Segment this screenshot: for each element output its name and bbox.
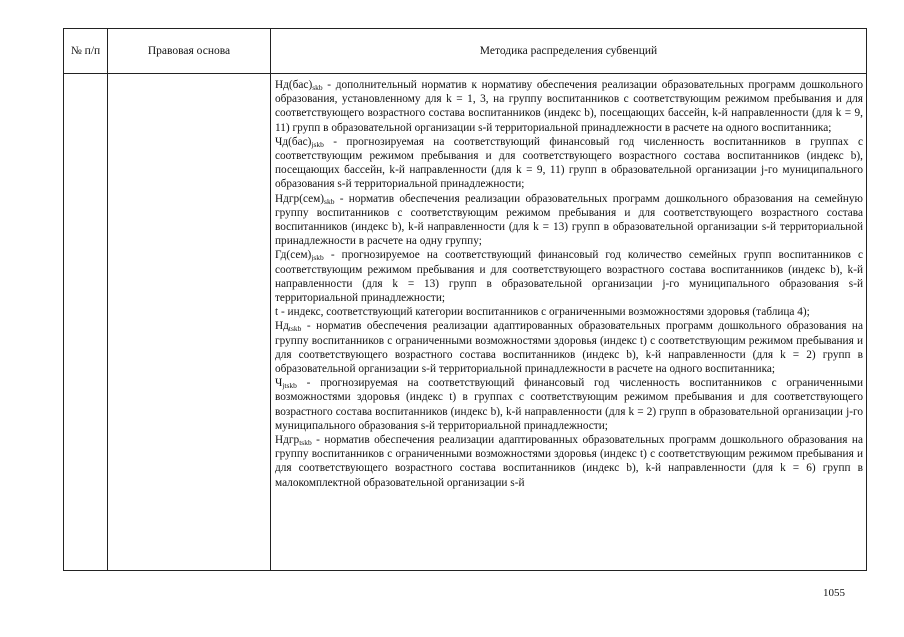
methodology-cell [271, 74, 867, 571]
definition-text: - прогнозируемое на соответствующий финансовый год количество семейных групп воспитанников с соответствующим режимом пребывания и для соответствующего возрастного состава воспитанников (индекс b), k-й направленности (для k = 13) групп в образовательной организации j-го муниципального образования s-й территориальной принадлежности; [275, 249, 863, 305]
definition-text: - норматив обеспечения реализации образовательных программ дошкольного образования на семейную группу воспитанников с соответствующим режимом пребывания и для соответствующего возрастного состава воспитанников (индекс b), k-й направленности (для k = 13) групп в образовательной организации s-й территориальной принадлежности в расчете на одну группу; [275, 192, 863, 248]
definition-text: - индекс, соответствующий категории воспитанников с ограниченными возможностями здоровья (таблица 4); [278, 306, 810, 319]
symbol: Гд(сем) [275, 249, 312, 262]
symbol: Нд(бас) [275, 79, 313, 91]
symbol-subscript: jskb [311, 139, 324, 149]
symbol: Нд [275, 320, 289, 333]
symbol: Ндгр(сем) [275, 192, 325, 205]
table-row [64, 74, 867, 571]
symbol-subscript: tskb [288, 324, 302, 334]
symbol-subscript: skb [312, 83, 323, 92]
symbol: Ндгр [275, 434, 300, 447]
definition-paragraph [275, 135, 863, 192]
definition-text: - норматив обеспечения реализации адаптированных образовательных программ дошкольного образования на группу воспитанников с ограниченными возможностями здоровья (индекс t) с соответствующим режимом пребывания и для соответствующего возрастного состава воспитанников (индекс b), k-й направленности (для k = 6) групп в малокомплектной образовательной организации s-й [275, 434, 863, 489]
symbol-subscript: jtskb [282, 381, 297, 391]
definition-paragraph [275, 78, 863, 135]
symbol-subscript: skb [324, 196, 335, 206]
definition-paragraph [275, 305, 863, 319]
header-methodology: Методика распределения субвенций [271, 29, 867, 74]
definition-text: - прогнозируемая на соответствующий финансовый год численность воспитанников в группах с соответствующим режимом пребывания и для соответствующего возрастного состава воспитанников (индекс b), посещающих бассейн, k-й направленности (для k = 9, 11) групп в образовательной организации j-го муниципального образования s-й территориальной принадлежности; [275, 135, 863, 191]
definition-text: - прогнозируемая на соответствующий финансовый год численность воспитанников с ограниченными возможностями здоровья (индекс t) в группах с соответствующим режимом пребывания и для соответствующего возрастного состава воспитанников (индекс b), k-й направленности (для k = 2) групп в образовательной организации j-го муниципального образования s-й территориальной принадлежности; [275, 377, 863, 432]
table-header-row [64, 29, 867, 74]
header-number: № п/п [64, 29, 108, 74]
definition-paragraph [275, 376, 863, 433]
symbol: Ч [275, 377, 283, 390]
header-legal-basis: Правовая основа [108, 29, 271, 74]
definition-paragraph [275, 248, 863, 305]
symbol: t [275, 306, 279, 319]
legal-basis-cell [108, 74, 271, 571]
page-number: 1055 [823, 587, 845, 599]
symbol-subscript: tskb [299, 438, 312, 448]
definition-paragraph [275, 192, 863, 249]
symbol: Чд(бас) [275, 135, 312, 148]
definition-text: - норматив обеспечения реализации адаптированных образовательных программ дошкольного образования на группу воспитанников с ограниченными возможностями здоровья (индекс t) с соответствующим режимом пребывания и для соответствующего возрастного состава воспитанников (индекс b), k-й направленности (для k = 2) групп в образовательной организации s-й территориальной принадлежности в расчете на одного воспитанника; [275, 320, 863, 376]
definition-paragraph [275, 433, 863, 490]
number-cell [64, 74, 108, 571]
symbol-subscript: jskb [311, 253, 324, 263]
definition-text: - дополнительный норматив к нормативу обеспечения реализации образовательных программ дошкольного образования, установленному для k = 1, 3, на группу воспитанников с соответствующим режимом пребывания и для соответствующего возрастного состава воспитанников (индекс b), посещающих бассейн, k-й направленности (для k = 9, 11) групп в образовательной организации s-й территориальной принадлежности в расчете на одного воспитанника; [275, 79, 863, 134]
subvention-methodology-table [63, 28, 867, 571]
definition-paragraph [275, 319, 863, 376]
